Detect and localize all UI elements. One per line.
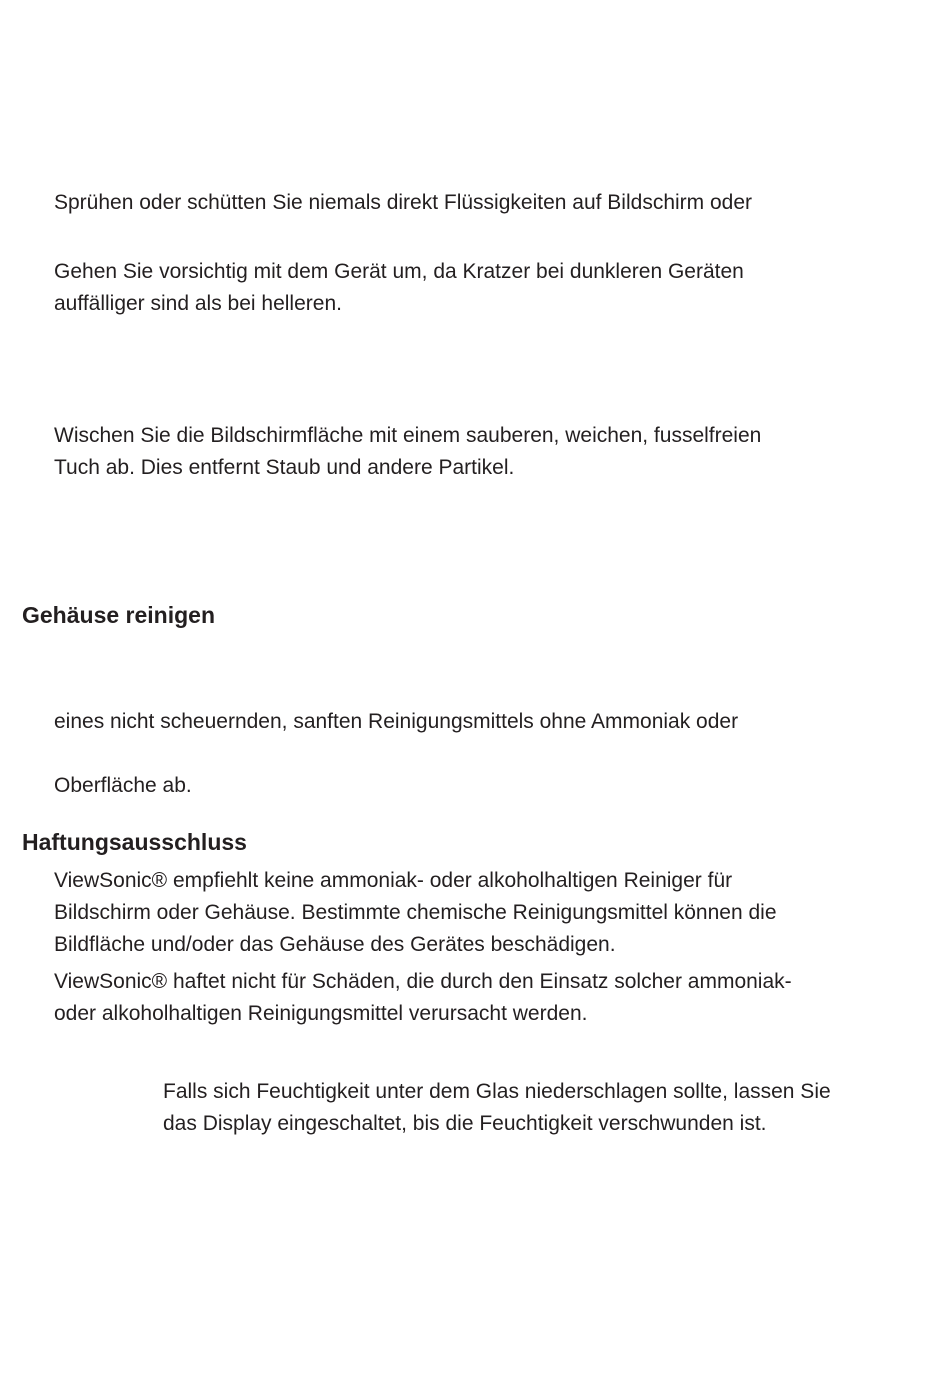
detergent-line: eines nicht scheuernden, sanften Reinigungsmittels ohne Ammoniak oder — [54, 710, 739, 733]
wipe-instruction-line-1: Wischen Sie die Bildschirmfläche mit einem sauberen, weichen, fusselfreien — [54, 424, 762, 447]
careful-handling-line-1: Gehen Sie vorsichtig mit dem Gerät um, da Kratzer bei dunkleren Geräten — [54, 260, 744, 283]
disclaimer-p1-line-1: ViewSonic® empfiehlt keine ammoniak- oder alkoholhaltigen Reiniger für — [54, 869, 733, 892]
disclaimer-p2-line-2: oder alkoholhaltigen Reinigungsmittel verursacht werden. — [54, 1002, 588, 1025]
disclaimer-p1-line-2: Bildschirm oder Gehäuse. Bestimmte chemische Reinigungsmittel können die — [54, 901, 777, 924]
moisture-note — [163, 1076, 831, 1140]
disclaimer-paragraph-2 — [54, 966, 792, 1030]
moisture-note-line-2: das Display eingeschaltet, bis die Feuchtigkeit verschwunden ist. — [163, 1112, 767, 1135]
spray-warning-text — [54, 187, 752, 219]
case-cleaning-heading: Gehäuse reinigen — [22, 602, 216, 628]
disclaimer-p1-line-3: Bildfläche und/oder das Gehäuse des Gerätes beschädigen. — [54, 933, 616, 956]
detergent-text — [54, 706, 738, 738]
spray-warning-line: Sprühen oder schütten Sie niemals direkt Flüssigkeiten auf Bildschirm oder — [54, 191, 753, 214]
disclaimer-p2-line-1: ViewSonic® haftet nicht für Schäden, die durch den Einsatz solcher ammoniak- — [54, 970, 792, 993]
wipe-instruction-line-2: Tuch ab. Dies entfernt Staub und andere Partikel. — [54, 456, 515, 479]
surface-text — [54, 770, 192, 802]
moisture-note-line-1: Falls sich Feuchtigkeit unter dem Glas niederschlagen sollte, lassen Sie — [163, 1080, 831, 1103]
wipe-instruction-text — [54, 420, 761, 484]
careful-handling-line-2: auffälliger sind als bei helleren. — [54, 292, 342, 315]
surface-line: Oberfläche ab. — [54, 774, 192, 797]
careful-handling-text — [54, 256, 744, 320]
disclaimer-heading: Haftungsausschluss — [22, 829, 247, 855]
disclaimer-paragraph-1 — [54, 865, 777, 961]
